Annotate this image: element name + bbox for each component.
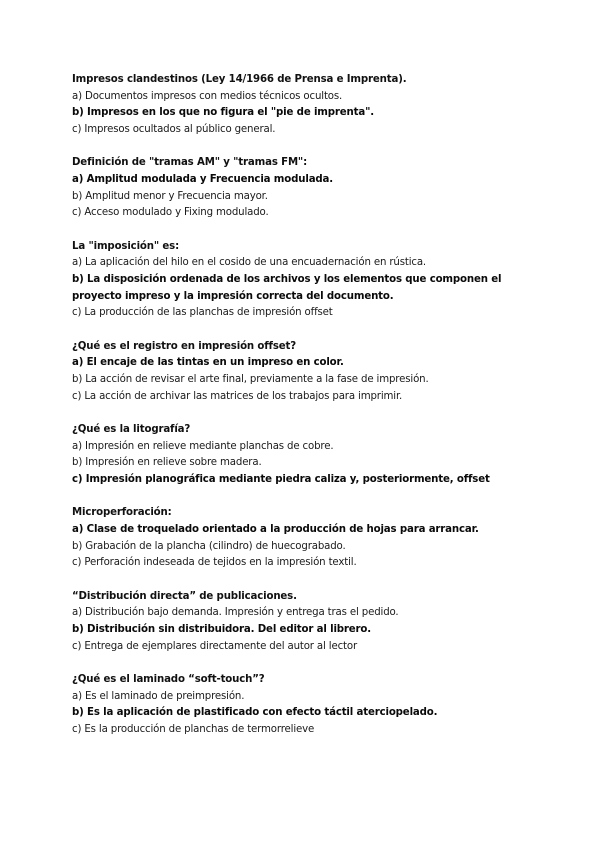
answer-option-correct: b) La disposición ordenada de los archivos y los elementos que componen el proyecto impreso y la impresión correcta del documento.	[72, 274, 502, 302]
question-text: ¿Qué es el registro en impresión offset?	[72, 340, 296, 352]
answer-option-correct: b) Impresos en los que no figura el "pie de imprenta".	[72, 107, 374, 119]
question-text: La "imposición" es:	[72, 240, 180, 252]
answer-option-correct: a) Amplitud modulada y Frecuencia modulada.	[72, 174, 334, 186]
answer-option: c) Impresos ocultados al público general.	[72, 124, 276, 136]
question-block-1	[72, 72, 540, 139]
question-block-5	[72, 422, 540, 489]
answer-option-correct: c) Impresión planográfica mediante piedra caliza y, posteriormente, offset	[72, 474, 490, 486]
answer-option: c) Perforación indeseada de tejidos en la impresión textil.	[72, 557, 357, 569]
question-block-2	[72, 155, 540, 222]
answer-option: b) La acción de revisar el arte final, previamente a la fase de impresión.	[72, 374, 429, 386]
answer-option: b) Impresión en relieve sobre madera.	[72, 457, 262, 469]
answer-option: c) Es la producción de planchas de termorrelieve	[72, 724, 315, 735]
answer-option-correct: a) Clase de troquelado orientado a la producción de hojas para arrancar.	[72, 523, 479, 535]
answer-option: c) La acción de archivar las matrices de los trabajos para imprimir.	[72, 390, 403, 402]
question-text: Microperforación:	[72, 507, 172, 519]
question-text: Definición de "tramas AM" y "tramas FM":	[72, 157, 308, 169]
question-text: Impresos clandestinos (Ley 14/1966 de Prensa e Imprenta).	[72, 74, 407, 85]
answer-option: a) Impresión en relieve mediante planchas de cobre.	[72, 440, 334, 452]
question-block-4	[72, 339, 540, 406]
question-block-6	[72, 505, 540, 572]
answer-option: b) Amplitud menor y Frecuencia mayor.	[72, 190, 268, 202]
answer-option: a) Documentos impresos con medios técnicos ocultos.	[72, 90, 343, 102]
answer-option: c) Entrega de ejemplares directamente del autor al lector	[72, 640, 358, 652]
answer-option: b) Grabación de la plancha (cilindro) de huecograbado.	[72, 540, 346, 552]
answer-option: c) Acceso modulado y Fixing modulado.	[72, 207, 269, 219]
answer-option: a) Es el laminado de preimpresión.	[72, 690, 245, 702]
answer-option-correct: a) El encaje de las tintas en un impreso en color.	[72, 357, 344, 369]
answer-option: c) La producción de las planchas de impresión offset	[72, 307, 333, 319]
answer-option-correct: b) Es la aplicación de plastificado con efecto táctil aterciopelado.	[72, 707, 438, 719]
question-text: ¿Qué es la litografía?	[72, 423, 191, 435]
answer-option: a) Distribución bajo demanda. Impresión y entrega tras el pedido.	[72, 607, 399, 619]
question-block-3	[72, 239, 540, 323]
question-text: “Distribución directa” de publicaciones.	[72, 590, 297, 602]
question-text: ¿Qué es el laminado “soft-touch”?	[72, 673, 265, 685]
answer-option: a) La aplicación del hilo en el cosido de una encuadernación en rústica.	[72, 257, 427, 269]
question-block-8	[72, 672, 540, 739]
answer-option-correct: b) Distribución sin distribuidora. Del editor al librero.	[72, 623, 372, 635]
question-block-7	[72, 589, 540, 656]
